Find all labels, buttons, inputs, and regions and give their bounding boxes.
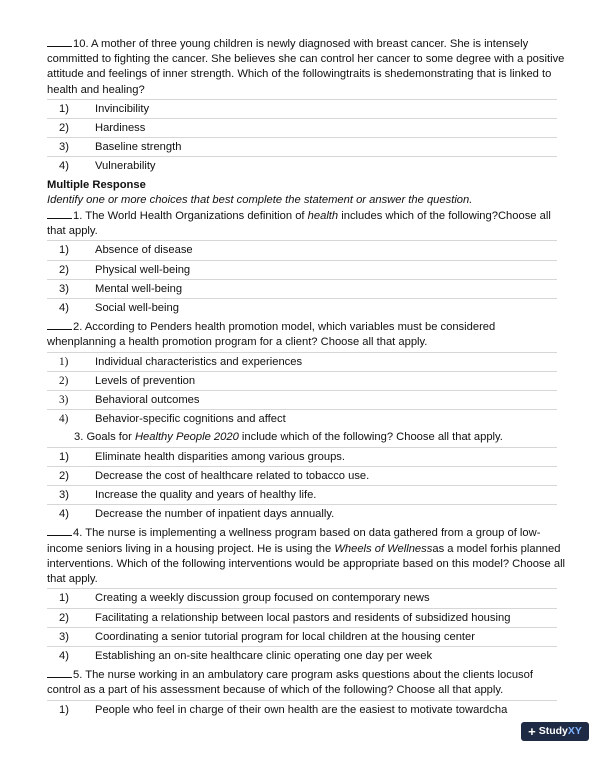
option-row[interactable] <box>47 138 557 157</box>
option-row[interactable] <box>47 609 557 628</box>
option-row[interactable] <box>47 505 557 523</box>
option-row[interactable] <box>47 119 557 138</box>
options-mr4 <box>47 588 557 665</box>
studyxy-badge[interactable] <box>521 722 589 741</box>
option-number: 4) <box>59 508 69 521</box>
section-title: Multiple Response <box>47 178 146 191</box>
question-text: as a model forhis planned interventions. Which of the following interventions would be appropriate based on this model? Choose all that apply. <box>47 542 566 586</box>
option-text: Increase the quality and years of healthy life. <box>95 489 317 502</box>
option-row[interactable] <box>47 628 557 647</box>
question-text: 5. The nurse working in an ambulatory care program asks questions about the clients locusof control as a part of his assessment because of which of the following? Choose all that apply. <box>47 669 533 697</box>
option-row[interactable] <box>47 410 557 428</box>
option-number: 4) <box>59 302 69 315</box>
option-row[interactable] <box>47 261 557 280</box>
option-text: Establishing an on-site healthcare clinic operating one day per week <box>95 649 433 662</box>
option-number: 3) <box>59 282 69 295</box>
option-row[interactable] <box>47 299 557 317</box>
answer-blank[interactable] <box>47 319 72 330</box>
option-text: People who feel in charge of their own health are the easiest to motivate towardcha <box>95 703 508 716</box>
option-number: 3) <box>59 394 69 407</box>
question-text: 1. The World Health Organizations definition of <box>73 210 308 223</box>
option-text: Physical well-being <box>95 263 191 276</box>
option-row[interactable] <box>47 241 557 260</box>
option-row[interactable] <box>47 100 557 119</box>
option-number: 2) <box>59 374 69 387</box>
option-row[interactable] <box>47 701 557 719</box>
option-row[interactable] <box>47 391 557 410</box>
section-instructions: Identify one or more choices that best complete the statement or answer the question. <box>47 193 473 206</box>
option-number: 1) <box>59 102 69 115</box>
question-text: 10. A mother of three young children is newly diagnosed with breast cancer. She is intensely committed to fighting the cancer. She believes she can control her cancer to some degree with a positive attitude and feelings of inner strength. Which of the followingtraits is shedemonstrating that is linked to health and healing? <box>47 38 565 96</box>
option-text: Absence of disease <box>95 244 193 257</box>
option-text: Baseline strength <box>95 141 182 154</box>
question-text-italic: Wheels of Wellness <box>334 542 433 555</box>
question-mr4 <box>47 525 567 587</box>
option-number: 3) <box>59 630 69 643</box>
answer-blank[interactable] <box>47 525 72 536</box>
options-q10 <box>47 99 557 176</box>
option-text: Behavior-specific cognitions and affect <box>95 413 286 426</box>
option-text: Decrease the number of inpatient days annually. <box>95 508 335 521</box>
option-text: Mental well-being <box>95 282 183 295</box>
answer-blank[interactable] <box>47 667 72 678</box>
document-page <box>47 36 567 721</box>
option-text: Individual characteristics and experiences <box>95 355 303 368</box>
question-mr3 <box>47 430 567 445</box>
option-number: 4) <box>59 413 69 426</box>
option-row[interactable] <box>47 467 557 486</box>
option-number: 1) <box>59 703 69 716</box>
option-text: Behavioral outcomes <box>95 394 200 407</box>
option-row[interactable] <box>47 647 557 665</box>
question-10 <box>47 36 567 98</box>
option-number: 1) <box>59 592 69 605</box>
option-number: 1) <box>59 244 69 257</box>
option-text: Vulnerability <box>95 160 156 173</box>
answer-blank[interactable] <box>47 208 72 219</box>
option-number: 3) <box>59 489 69 502</box>
question-mr2 <box>47 319 567 350</box>
question-text-italic: health <box>307 210 339 223</box>
question-mr5 <box>47 667 567 698</box>
answer-blank[interactable] <box>47 36 72 47</box>
option-row[interactable] <box>47 280 557 299</box>
option-number: 4) <box>59 649 69 662</box>
option-text: Decrease the cost of healthcare related to tobacco use. <box>95 469 370 482</box>
option-row[interactable] <box>47 448 557 467</box>
question-text-italic: Healthy People 2020 <box>134 431 239 444</box>
question-text: include which of the following? Choose all that apply. <box>238 431 503 444</box>
options-mr2 <box>47 352 557 429</box>
option-number: 2) <box>59 469 69 482</box>
option-text: Invincibility <box>95 102 150 115</box>
option-row[interactable] <box>47 157 557 175</box>
option-text: Coordinating a senior tutorial program for local children at the housing center <box>95 630 475 643</box>
option-text: Facilitating a relationship between local pastors and residents of subsidized housing <box>95 611 511 624</box>
brand-label: StudyXY <box>538 724 582 737</box>
option-text: Social well-being <box>95 302 179 315</box>
option-number: 2) <box>59 263 69 276</box>
options-mr1 <box>47 240 557 317</box>
option-number: 2) <box>59 122 69 135</box>
question-text: 4. The nurse is implementing a wellness program based on data gathered from a group of low-income seniors living in a housing project. He is using the <box>47 527 541 555</box>
option-text: Levels of prevention <box>95 374 196 387</box>
option-number: 1) <box>59 355 69 368</box>
plus-icon: + <box>528 724 536 739</box>
option-number: 3) <box>59 141 69 154</box>
option-text: Creating a weekly discussion group focused on contemporary news <box>95 592 430 605</box>
question-text: includes which of the following?Choose all that apply. <box>47 210 551 238</box>
question-mr1 <box>47 208 567 239</box>
option-row[interactable] <box>47 353 557 372</box>
option-text: Hardiness <box>95 122 146 135</box>
option-row[interactable] <box>47 589 557 608</box>
question-text: 3. Goals for <box>74 431 135 444</box>
option-row[interactable] <box>47 372 557 391</box>
options-mr3 <box>47 447 557 524</box>
option-number: 4) <box>59 160 69 173</box>
option-number: 1) <box>59 450 69 463</box>
options-mr5 <box>47 700 557 719</box>
option-row[interactable] <box>47 486 557 505</box>
question-text: 2. According to Penders health promotion model, which variables must be considered whenplanning a health promotion program for a client? Choose all that apply. <box>47 321 496 349</box>
option-number: 2) <box>59 611 69 624</box>
option-text: Eliminate health disparities among various groups. <box>95 450 345 463</box>
